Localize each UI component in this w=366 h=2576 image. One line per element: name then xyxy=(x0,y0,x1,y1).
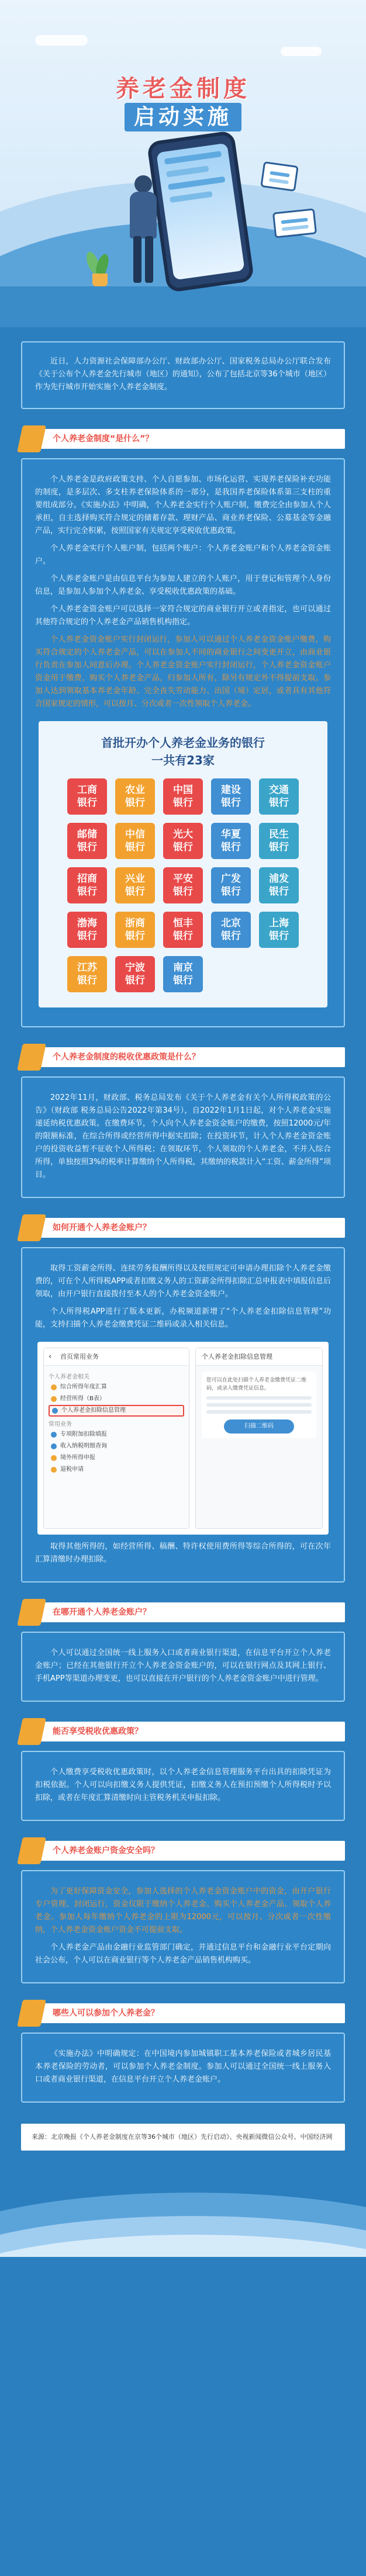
section-marker xyxy=(17,1837,46,1864)
bank-tile: 华夏 银行 xyxy=(211,823,251,859)
bank-tile: 招商 银行 xyxy=(67,867,107,903)
bank-tile: 中信 银行 xyxy=(115,823,155,859)
section-marker xyxy=(17,2000,46,2027)
section-who-can-join xyxy=(21,2003,345,2103)
section-how-to-open xyxy=(21,1218,345,1583)
plant-icon xyxy=(88,251,111,286)
hero-ground xyxy=(0,286,366,327)
app-detail-panel xyxy=(195,1348,323,1529)
section-title: 如何开通个人养老金账户？ xyxy=(53,1223,151,1232)
content xyxy=(0,341,366,2257)
cloud-decoration xyxy=(281,47,322,56)
bank-tile: 北京 银行 xyxy=(211,912,251,948)
menu-item-label: 退税申请 xyxy=(60,1466,84,1473)
menu-icon xyxy=(51,1467,57,1473)
hero-subtitle xyxy=(0,101,366,130)
bank-tile: 光大 银行 xyxy=(163,823,203,859)
menu-icon xyxy=(51,1396,57,1402)
bank-tile: 建设 银行 xyxy=(211,778,251,815)
app-menu-item[interactable] xyxy=(49,1452,184,1464)
section-marker xyxy=(17,1718,46,1745)
app-detail-title: 个人养老金扣除信息管理 xyxy=(196,1348,322,1366)
section-tax-benefit xyxy=(21,1722,345,1821)
intro-text: 近日，人力资源社会保障部办公厅、财政部办公厅、国家税务总局办公厅联合发布《关于公布个人养老金先行城市（地区）的通知》，公布了包括北京等36个城市（地区）作为先行城市开始实施个人养老金制度。 xyxy=(21,341,345,409)
paragraph: 2022年11月，财政部、税务总局发布《关于个人养老金有关个人所得税政策的公告》（财政部 税务总局公告2022年第34号），自2022年1月1日起，对个人养老金实施递延纳税优惠政策。在缴费环节，个人向个人养老金资金账户的缴费，按照12000元/年的限额标准，在综合所得或经营所得中据实扣除；在投资环节，计入个人养老金资金账户的投资收益暂不征收个人所得税；在领取环节，个人领取的个人养老金，不并入综合所得，单独按照3%的税率计算缴纳个人所得税，其缴纳的税款计入“工资、薪金所得”项目。 xyxy=(35,1093,331,1179)
section-body xyxy=(21,1632,345,1702)
app-menu-item-selected[interactable] xyxy=(49,1405,184,1417)
bank-tile: 平安 银行 xyxy=(163,867,203,903)
menu-item-label: 经营所得（B表） xyxy=(60,1396,105,1402)
section-body xyxy=(21,1870,345,1983)
app-menu-item[interactable] xyxy=(49,1382,184,1393)
paragraph: 个人可以通过全国统一线上服务入口或者商业银行渠道，在信息平台开立个人养老金账户；已经在其他银行开立个人养老金资金账户的，可以在银行网点及其网上银行、手机APP等渠道办理变更，也可以直接在开户银行的个人养老金资金账户中进行管理。 xyxy=(35,1649,331,1683)
paragraph: 《实施办法》中明确规定：在中国境内参加城镇职工基本养老保险或者城乡居民基本养老保险的劳动者，可以参加个人养老金制度。参加人可以通过全国统一线上服务入口或者商业银行渠道，在信息平台开立个人养老金账户。 xyxy=(35,2049,331,2084)
bank-tile: 浦发 银行 xyxy=(259,867,299,903)
bank-tile: 兴业 银行 xyxy=(115,867,155,903)
app-top-title: 首页常用业务 xyxy=(60,1353,99,1360)
section-body xyxy=(21,458,345,1027)
phone-row xyxy=(164,151,222,165)
card-icon xyxy=(260,161,299,192)
section-title: 哪些人可以参加个人养老金？ xyxy=(53,2009,159,2018)
section-marker xyxy=(17,1599,46,1626)
placeholder-bar xyxy=(206,1410,312,1414)
bank-tile: 南京 银行 xyxy=(163,956,203,992)
person-illustration xyxy=(123,175,164,286)
menu-item-label: 收入纳税明细查询 xyxy=(60,1443,107,1449)
source-note: 来源：北京晚报《个人养老金制度在京等36个城市（地区）先行启动》、央视新闻微信公众号、中国经济网 xyxy=(21,2124,345,2151)
paragraph: 个人养老金账户是由信息平台为参加人建立的个人账户，用于登记和管理个人身份信息，是参加人参加个人养老金、享受税收优惠政策的基础。 xyxy=(35,574,331,596)
placeholder-bar xyxy=(206,1403,312,1407)
bank-list-subtitle: 一共有23家 xyxy=(151,753,215,767)
section-marker xyxy=(17,1044,46,1071)
section-safety xyxy=(21,1841,345,1983)
section-title: 能否享受税收优惠政策？ xyxy=(53,1727,143,1736)
section-body xyxy=(21,1076,345,1198)
footer-waves xyxy=(0,2169,366,2257)
app-menu xyxy=(44,1366,189,1479)
phone-row xyxy=(168,176,225,191)
menu-item-label: 境外所得申报 xyxy=(60,1455,95,1461)
paragraph: 个人养老金产品由金融行业监管部门确定，并通过信息平台和金融行业平台定期向社会公布，个人可以在商业银行等个人养老金产品销售机构购买。 xyxy=(35,1943,331,1965)
bank-tile: 恒丰 银行 xyxy=(163,912,203,948)
menu-icon xyxy=(51,1432,57,1438)
scan-button[interactable]: 扫描二维码 xyxy=(224,1419,294,1434)
bank-tile: 邮储 银行 xyxy=(67,823,107,859)
bank-tile: 浙商 银行 xyxy=(115,912,155,948)
hero-banner xyxy=(0,0,366,327)
hero-subtitle-text: 启动实施 xyxy=(125,103,241,131)
person-leg xyxy=(145,236,153,283)
section-header xyxy=(30,1722,345,1741)
paragraph: 个人所得税APP进行了版本更新，办税频道新增了“个人养老金扣除信息管理”功能，支持扫描个人养老金缴费凭证二维码或录入相关信息。 xyxy=(35,1307,331,1329)
placeholder-bar xyxy=(206,1396,312,1400)
section-header xyxy=(30,1047,345,1067)
bank-tile: 渤海 银行 xyxy=(67,912,107,948)
section-body xyxy=(21,2033,345,2103)
menu-icon xyxy=(51,1455,57,1461)
app-top-bar xyxy=(44,1348,189,1366)
section-where-to-open xyxy=(21,1602,345,1702)
menu-item-label: 专项附加扣除填报 xyxy=(60,1431,107,1438)
paragraph: 取得工资薪金所得、连续劳务报酬所得以及按照规定可申请办理扣除个人养老金缴费的，可在个人所得税APP或者扣缴义务人的工资薪金所得扣除汇总申报表中填报信息后领取，由开户银行直接拨付至本人的个人养老金资金账户。 xyxy=(35,1264,331,1299)
bank-tile: 交通 银行 xyxy=(259,778,299,815)
app-group-label: 常用业务 xyxy=(49,1421,72,1428)
bank-grid xyxy=(50,778,316,992)
bank-tile: 广发 银行 xyxy=(211,867,251,903)
bank-tile: 江苏 银行 xyxy=(67,956,107,992)
app-detail-text: 您可以在此处扫描个人养老金缴费凭证二维码，或录入缴费凭证信息。 xyxy=(206,1377,307,1391)
phone-screen xyxy=(156,143,244,281)
section-header xyxy=(30,1841,345,1861)
section-body xyxy=(21,1247,345,1583)
section-body xyxy=(21,1751,345,1821)
bank-tile: 民生 银行 xyxy=(259,823,299,859)
paragraph: 个人养老金实行个人账户制，包括两个账户：个人养老金账户和个人养老金资金账户。 xyxy=(35,544,331,566)
app-home-panel xyxy=(43,1348,189,1529)
section-marker xyxy=(17,1214,46,1241)
menu-icon xyxy=(52,1408,58,1414)
section-title: 个人养老金制度的税收优惠政策是什么？ xyxy=(53,1052,200,1062)
section-title: 个人养老金账户资金安全吗？ xyxy=(53,1846,159,1855)
section-title: 个人养老金制度“是什么”？ xyxy=(53,434,154,444)
section-header xyxy=(30,429,345,449)
section-what-is xyxy=(21,429,345,1027)
person-leg xyxy=(133,236,141,283)
paragraph-highlight: 为了更好保障资金安全，参加人选择的个人养老金资金账户中的资金，由开户银行专户管理、封闭运行，资金仅限于缴纳个人养老金、购买个人养老金产品、领取个人养老金。参加人每年缴纳个人养老金的上限为12000元，可以按月、分次或者一次性缴纳，个人养老金资金账户资金不可提前支取。 xyxy=(35,1887,331,1934)
menu-item-label: 个人养老金扣除信息管理 xyxy=(61,1407,126,1414)
bank-tile: 上海 银行 xyxy=(259,912,299,948)
app-menu-item[interactable] xyxy=(49,1441,184,1452)
app-menu-item[interactable] xyxy=(49,1429,184,1441)
section-title: 在哪开通个人养老金账户？ xyxy=(53,1608,151,1617)
paragraph: 个人养老金资金账户可以选择一家符合规定的商业银行开立或者指定，也可以通过其他符合规定的个人养老金产品销售机构指定。 xyxy=(35,605,331,626)
paragraph: 取得其他所得的，如经营所得、稿酬、特许权使用费所得等综合所得的，可在次年汇算清缴时办理扣除。 xyxy=(35,1542,331,1564)
bank-tile: 农业 银行 xyxy=(115,778,155,815)
section-header xyxy=(30,1602,345,1622)
phone-row xyxy=(170,191,213,203)
person-body xyxy=(130,192,157,238)
hero-title: 养老金制度 xyxy=(116,75,250,102)
menu-item-label: 综合所得年度汇算 xyxy=(60,1384,107,1390)
menu-icon xyxy=(51,1384,57,1390)
person-head xyxy=(134,175,152,193)
cloud-decoration xyxy=(35,35,88,46)
bank-tile: 中国 银行 xyxy=(163,778,203,815)
paragraph: 个人养老金是政府政策支持、个人自愿参加、市场化运营、实现养老保险补充功能的制度，是多层次、多支柱养老保险体系的一部分，是我国养老保险体系第三支柱的重要组成部分。《实施办法》中明确，个人养老金实行个人账户制，缴费完全由参加人个人承担，自主选择购买符合规定的储蓄存款、理财产品、商业养老保险、公募基金等金融产品，实行完全积累，按照国家有关规定享受税收优惠政策。 xyxy=(35,475,331,535)
bank-list-card xyxy=(39,721,327,1007)
app-detail-block xyxy=(202,1372,316,1438)
section-tax-policy xyxy=(21,1047,345,1198)
section-header xyxy=(30,2003,345,2023)
card-icon xyxy=(272,208,317,238)
bank-tile: 工商 银行 xyxy=(67,778,107,815)
paragraph: 个人缴费享受税收优惠政策时，以个人养老金信息管理服务平台出具的扣除凭证为扣税依据。个人可以向扣缴义务人提供凭证，扣缴义务人在预扣预缴个人所得税时予以扣除，或者在年度汇算清缴时向主管税务机关申报扣除。 xyxy=(35,1768,331,1802)
plant-pot xyxy=(92,273,108,286)
app-menu-item[interactable] xyxy=(49,1464,184,1476)
paragraph-highlight: 个人养老金资金账户实行封闭运行，参加人可以通过个人养老金资金账户缴费，购买符合规定的个人养老金产品，可以在参加人不同的商业银行之间变更开立，由商业银行负责在参加人同意后办理。个人养老金资金账户实行封闭运行，个人养老金资金账户资金用于缴费，购买个人养老金产品，归参加人所有，除另有规定外不得提前支取。参加人达到领取基本养老金年龄、完全丧失劳动能力、出国（境）定居，或者具有其他符合国家规定的情形，可以按月、分次或者一次性领取个人养老金。 xyxy=(35,635,331,708)
section-header xyxy=(30,1218,345,1238)
back-arrow-icon[interactable]: ‹ xyxy=(49,1352,52,1361)
app-group-label: 个人养老金相关 xyxy=(49,1374,89,1380)
section-marker xyxy=(17,425,46,452)
app-menu-item[interactable] xyxy=(49,1393,184,1405)
phone-row xyxy=(166,165,209,177)
app-screenshot xyxy=(37,1342,329,1535)
bank-tile: 宁波 银行 xyxy=(115,956,155,992)
menu-icon xyxy=(51,1443,57,1449)
bank-list-title: 首批开办个人养老金业务的银行 xyxy=(101,736,265,750)
